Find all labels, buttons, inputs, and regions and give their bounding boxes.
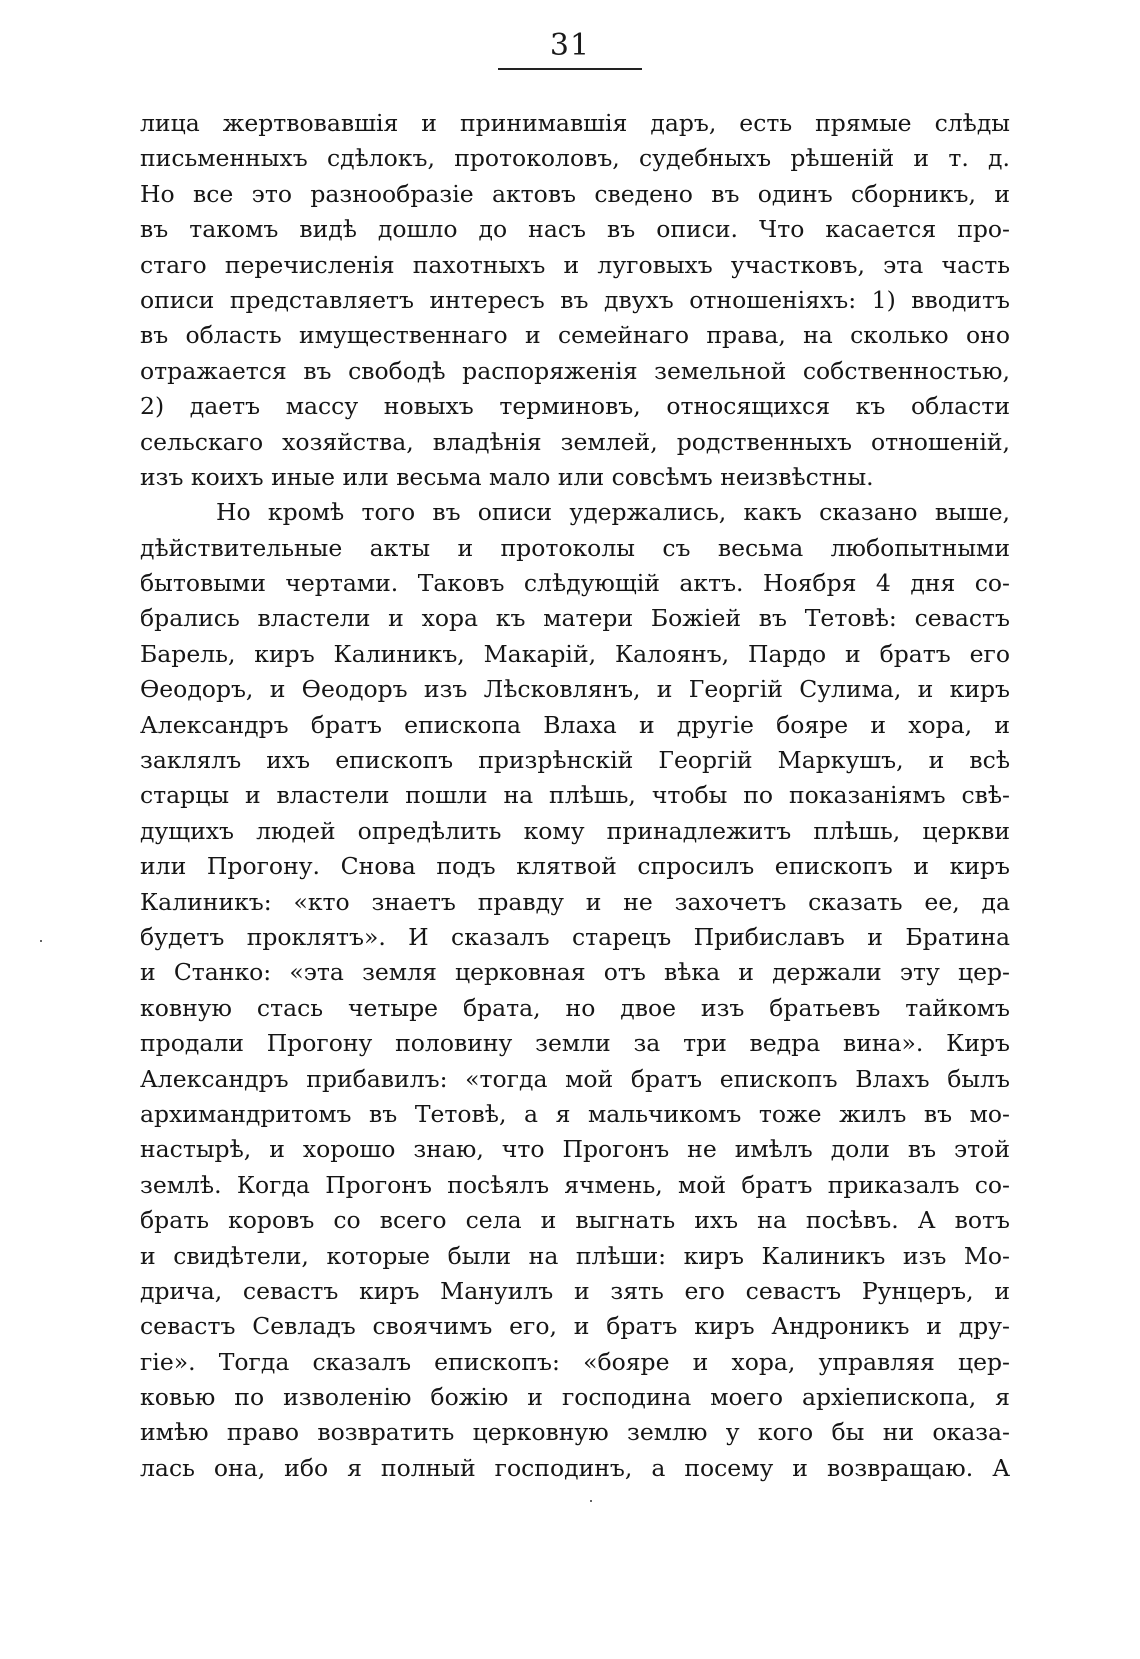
text-line: брались властели и хора къ матери Божіей въ Тетовѣ: севастъ (140, 604, 1010, 633)
text-line: брать коровъ со всего села и выгнать ихъ на посѣвъ. А вотъ (140, 1206, 1010, 1235)
text-line: архимандритомъ въ Тетовѣ, а я мальчикомъ тоже жилъ въ мо- (140, 1099, 1010, 1128)
text-line: ковью по изволенію божію и господина моего архіепископа, я (140, 1383, 1010, 1412)
body-text (140, 106, 1010, 1486)
text-line: лица жертвовавшія и принимавшія даръ, есть прямые слѣды (140, 109, 1010, 137)
text-line: и Станко: «эта земля церковная отъ вѣка и держали эту цер- (140, 958, 1010, 987)
text-line: письменныхъ сдѣлокъ, протоколовъ, судебныхъ рѣшеній и т. д. (140, 144, 1010, 173)
text-line: Барель, киръ Калиникъ, Макарій, Калоянъ, Пардо и братъ его (140, 639, 1010, 668)
text-line: и свидѣтели, которые были на плѣши: киръ Калиникъ изъ Мо- (140, 1241, 1010, 1270)
text-line: гіе». Тогда сказалъ епископъ: «бояре и хора, управляя цер- (140, 1347, 1010, 1376)
text-line: отражается въ свободѣ распоряженія земельной собственностью, (140, 356, 1010, 385)
text-line: заклялъ ихъ епископъ призрѣнскій Георгій Маркушъ, и всѣ (140, 746, 1010, 775)
paragraph-end-line: изъ коихъ иные или весьма мало или совсѣмъ неизвѣстны. (140, 462, 874, 491)
text-line: имѣю право возвратить церковную землю у кого бы ни оказа- (140, 1418, 1010, 1447)
text-line: въ область имущественнаго и семейнаго права, на сколько оно (140, 321, 1010, 350)
text-line: Но все это разнообразіе актовъ сведено въ одинъ сборникъ, и (140, 179, 1010, 208)
text-line: Калиникъ: «кто знаетъ правду и не захочетъ сказать ее, да (140, 887, 1010, 916)
text-line: стаго перечисленія пахотныхъ и луговыхъ участковъ, эта часть (140, 250, 1010, 279)
text-line: бытовыми чертами. Таковъ слѣдующій актъ. Ноября 4 дня со- (140, 569, 1010, 598)
text-line: лась она, ибо я полный господинъ, а посему и возвращаю. А (140, 1453, 1010, 1482)
text-line: сельскаго хозяйства, владѣнія землей, родственныхъ отношеній, (140, 427, 1010, 456)
text-line: севастъ Севладъ своячимъ его, и братъ киръ Андроникъ и дру- (140, 1312, 1010, 1341)
page-number: 31 (549, 28, 591, 63)
text-line: дущихъ людей опредѣлить кому принадлежитъ плѣшь, церкви (140, 816, 1010, 845)
text-line: Александръ прибавилъ: «тогда мой братъ епископъ Влахъ былъ (140, 1064, 1010, 1093)
text-line: ковную стась четыре брата, но двое изъ братьевъ тайкомъ (140, 993, 1010, 1022)
text-line: Александръ братъ епископа Влаха и другіе бояре и хора, и (140, 710, 1010, 739)
paragraph-first-line: Но кромѣ того въ описи удержались, какъ сказано выше, (216, 498, 1010, 527)
text-line: дрича, севастъ киръ Мануилъ и зять его севастъ Рунцеръ, и (140, 1276, 1010, 1305)
text-line: продали Прогону половину земли за три ведра вина». Киръ (140, 1029, 1010, 1058)
text-line: землѣ. Когда Прогонъ посѣялъ ячмень, мой братъ приказалъ со- (140, 1170, 1010, 1199)
text-line: 2) даетъ массу новыхъ терминовъ, относящихся къ области (140, 392, 1010, 421)
text-line: будетъ проклятъ». И сказалъ старецъ Прибиславъ и Братина (140, 922, 1010, 951)
text-line: настырѣ, и хорошо знаю, что Прогонъ не имѣлъ доли въ этой (140, 1135, 1010, 1164)
text-line: старцы и властели пошли на плѣшь, чтобы по показаніямъ свѣ- (140, 781, 1010, 810)
text-line: Ѳеодоръ, и Ѳеодоръ изъ Лѣсковлянъ, и Георгій Сулима, и киръ (140, 675, 1010, 704)
scan-speck (40, 940, 42, 942)
text-line: дѣйствительные акты и протоколы съ весьма любопытными (140, 533, 1010, 562)
text-line: или Прогону. Снова подъ клятвой спросилъ епископъ и киръ (140, 852, 1010, 881)
text-line: описи представляетъ интересъ въ двухъ отношеніяхъ: 1) вводитъ (140, 285, 1010, 314)
page-number-rule (498, 68, 642, 70)
text-line: въ такомъ видѣ дошло до насъ въ описи. Что касается про- (140, 215, 1010, 244)
scan-speck (590, 1500, 592, 1502)
